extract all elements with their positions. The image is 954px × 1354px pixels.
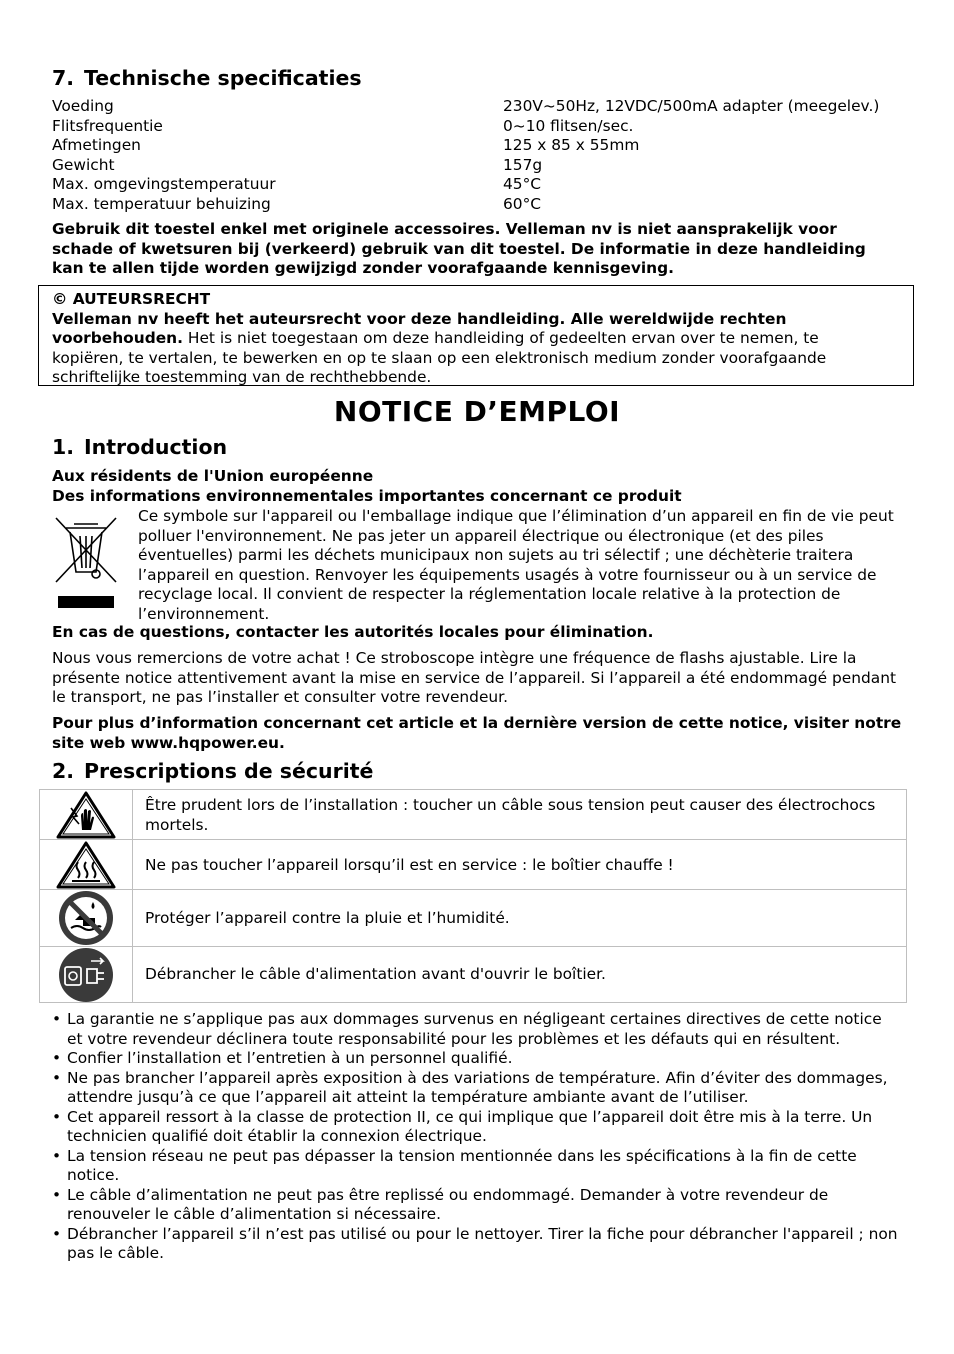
safety-text: Être prudent lors de l’installation : toucher un câble sous tension peut causer des électrochocs mortels. [145,796,876,834]
no-water-icon [40,890,133,946]
eu-residents-line: Aux résidents de l'Union européenne [52,467,374,485]
safety-heading: 2. Prescriptions de sécurité [52,759,374,783]
page-title: NOTICE D’EMPLOI [333,395,621,428]
safety-text: Ne pas toucher l’appareil lorsqu’il est en service : le boîtier chauffe ! [145,856,674,874]
spec-row: Gewicht 157g [52,156,543,174]
tech-specs-heading: 7. Technische specificaties [52,66,362,90]
safety-text: Protéger l’appareil contre la pluie et l’humidité. [145,909,510,927]
spec-row: Afmetingen 125 x 85 x 55mm [52,136,640,154]
list-item: • Confier l’installation et l’entretien à un personnel qualifié. [52,1049,513,1067]
list-item: • Cet appareil ressort à la classe de protection II, ce qui implique que l’appareil doit être mis à la terre. Un technicien qualifié doit établir la connexion électrique. [52,1107,873,1145]
copyright-text: Velleman nv heeft het auteursrecht voor deze handleiding. Alle wereldwijde rechten voorbehouden. Het is niet toegestaan om deze handleiding of gedeelten ervan over te nemen, te kopiëren, te vertalen, te bewerken en op te slaan op een elektronisch medium zonder voorafgaande schriftelijke toestemming van de rechthebbende. [52,309,827,386]
list-item: • La tension réseau ne peut pas dépasser la tension mentionnée dans les spécifications à la fin de cette notice. [52,1146,857,1184]
safety-table [39,789,907,1003]
safety-row [40,947,906,1002]
more-info: Pour plus d’information concernant cet article et la dernière version de cette notice, visiter notre site web www.hqpower.eu. [52,714,902,752]
copyright-title: © AUTEURSRECHT [52,290,211,308]
safety-text: Débrancher le câble d'alimentation avant d'ouvrir le boîtier. [145,965,606,983]
electric-shock-warning-icon [40,790,133,839]
safety-row [40,790,906,840]
safety-row [40,840,906,890]
weee-bin-icon [52,510,120,610]
list-item: • Ne pas brancher l’appareil après exposition à des variations de température. Afin d’éviter des dommages, attendre jusqu’à ce que l’appareil ait atteint la température ambiante avant de l’utiliser. [52,1068,888,1106]
tech-warning: Gebruik dit toestel enkel met originele accessoires. Velleman nv is niet aansprakelijk voor schade of kwetsuren bij (verkeerd) gebruik van dit toestel. De informatie in deze handleiding kan te allen tijde worden gewijzigd zonder voorafgaande kennisgeving. [52,220,866,277]
safety-row [40,890,906,947]
safety-bullets [52,1010,902,1264]
thanks-paragraph: Nous vous remercions de votre achat ! Ce stroboscope intègre une fréquence de flashs ajustable. Lire la présente notice attentivement avant la mise en service de l’appareil. Si l’appareil a été endommagé pendant le transport, ne pas l’installer et consulter votre revendeur. [52,649,896,706]
spec-row: Max. omgevingstemperatuur 45°C [52,175,542,193]
unplug-icon [40,947,133,1002]
contact-authorities: En cas de questions, contacter les autorités locales pour élimination. [52,623,654,641]
list-item: • La garantie ne s’applique pas aux dommages survenus en négligeant certaines directives de cette notice et votre revendeur déclinera toute responsabilité pour les problèmes et les défauts qui en résultent. [52,1010,882,1048]
intro-heading: 1. Introduction [52,435,228,459]
weee-text: Ce symbole sur l'appareil ou l'emballage indique que l’élimination d’un appareil en fin de vie peut polluer l'environnement. Ne pas jeter un appareil électrique ou électronique (et des piles éventuelles) parmi les déchets municipaux non sujets au tri sélectif ; une déchèterie traitera l’appareil en question. Renvoyer les équipements usagés à votre fournisseur ou à un service de recyclage local. Il convient de respecter la réglementation locale relative à la protection de l’environnement. [138,507,894,623]
copyright-box [38,285,914,386]
hot-surface-warning-icon [40,840,133,889]
spec-row: Max. temperatuur behuizing 60°C [52,195,542,213]
list-item: • Débrancher l’appareil s’il n’est pas utilisé ou pour le nettoyer. Tirer la fiche pour débrancher l'appareil ; non pas le câble. [52,1224,898,1262]
list-item: • Le câble d’alimentation ne peut pas être replissé ou endommagé. Demander à votre revendeur de renouveler le câble d’alimentation si nécessaire. [52,1185,829,1223]
spec-row: Flitsfrequentie 0~10 flitsen/sec. [52,117,634,135]
spec-row: Voeding 230V~50Hz, 12VDC/500mA adapter (meegelev.) [52,97,880,115]
env-info-line: Des informations environnementales importantes concernant ce produit [52,487,682,505]
